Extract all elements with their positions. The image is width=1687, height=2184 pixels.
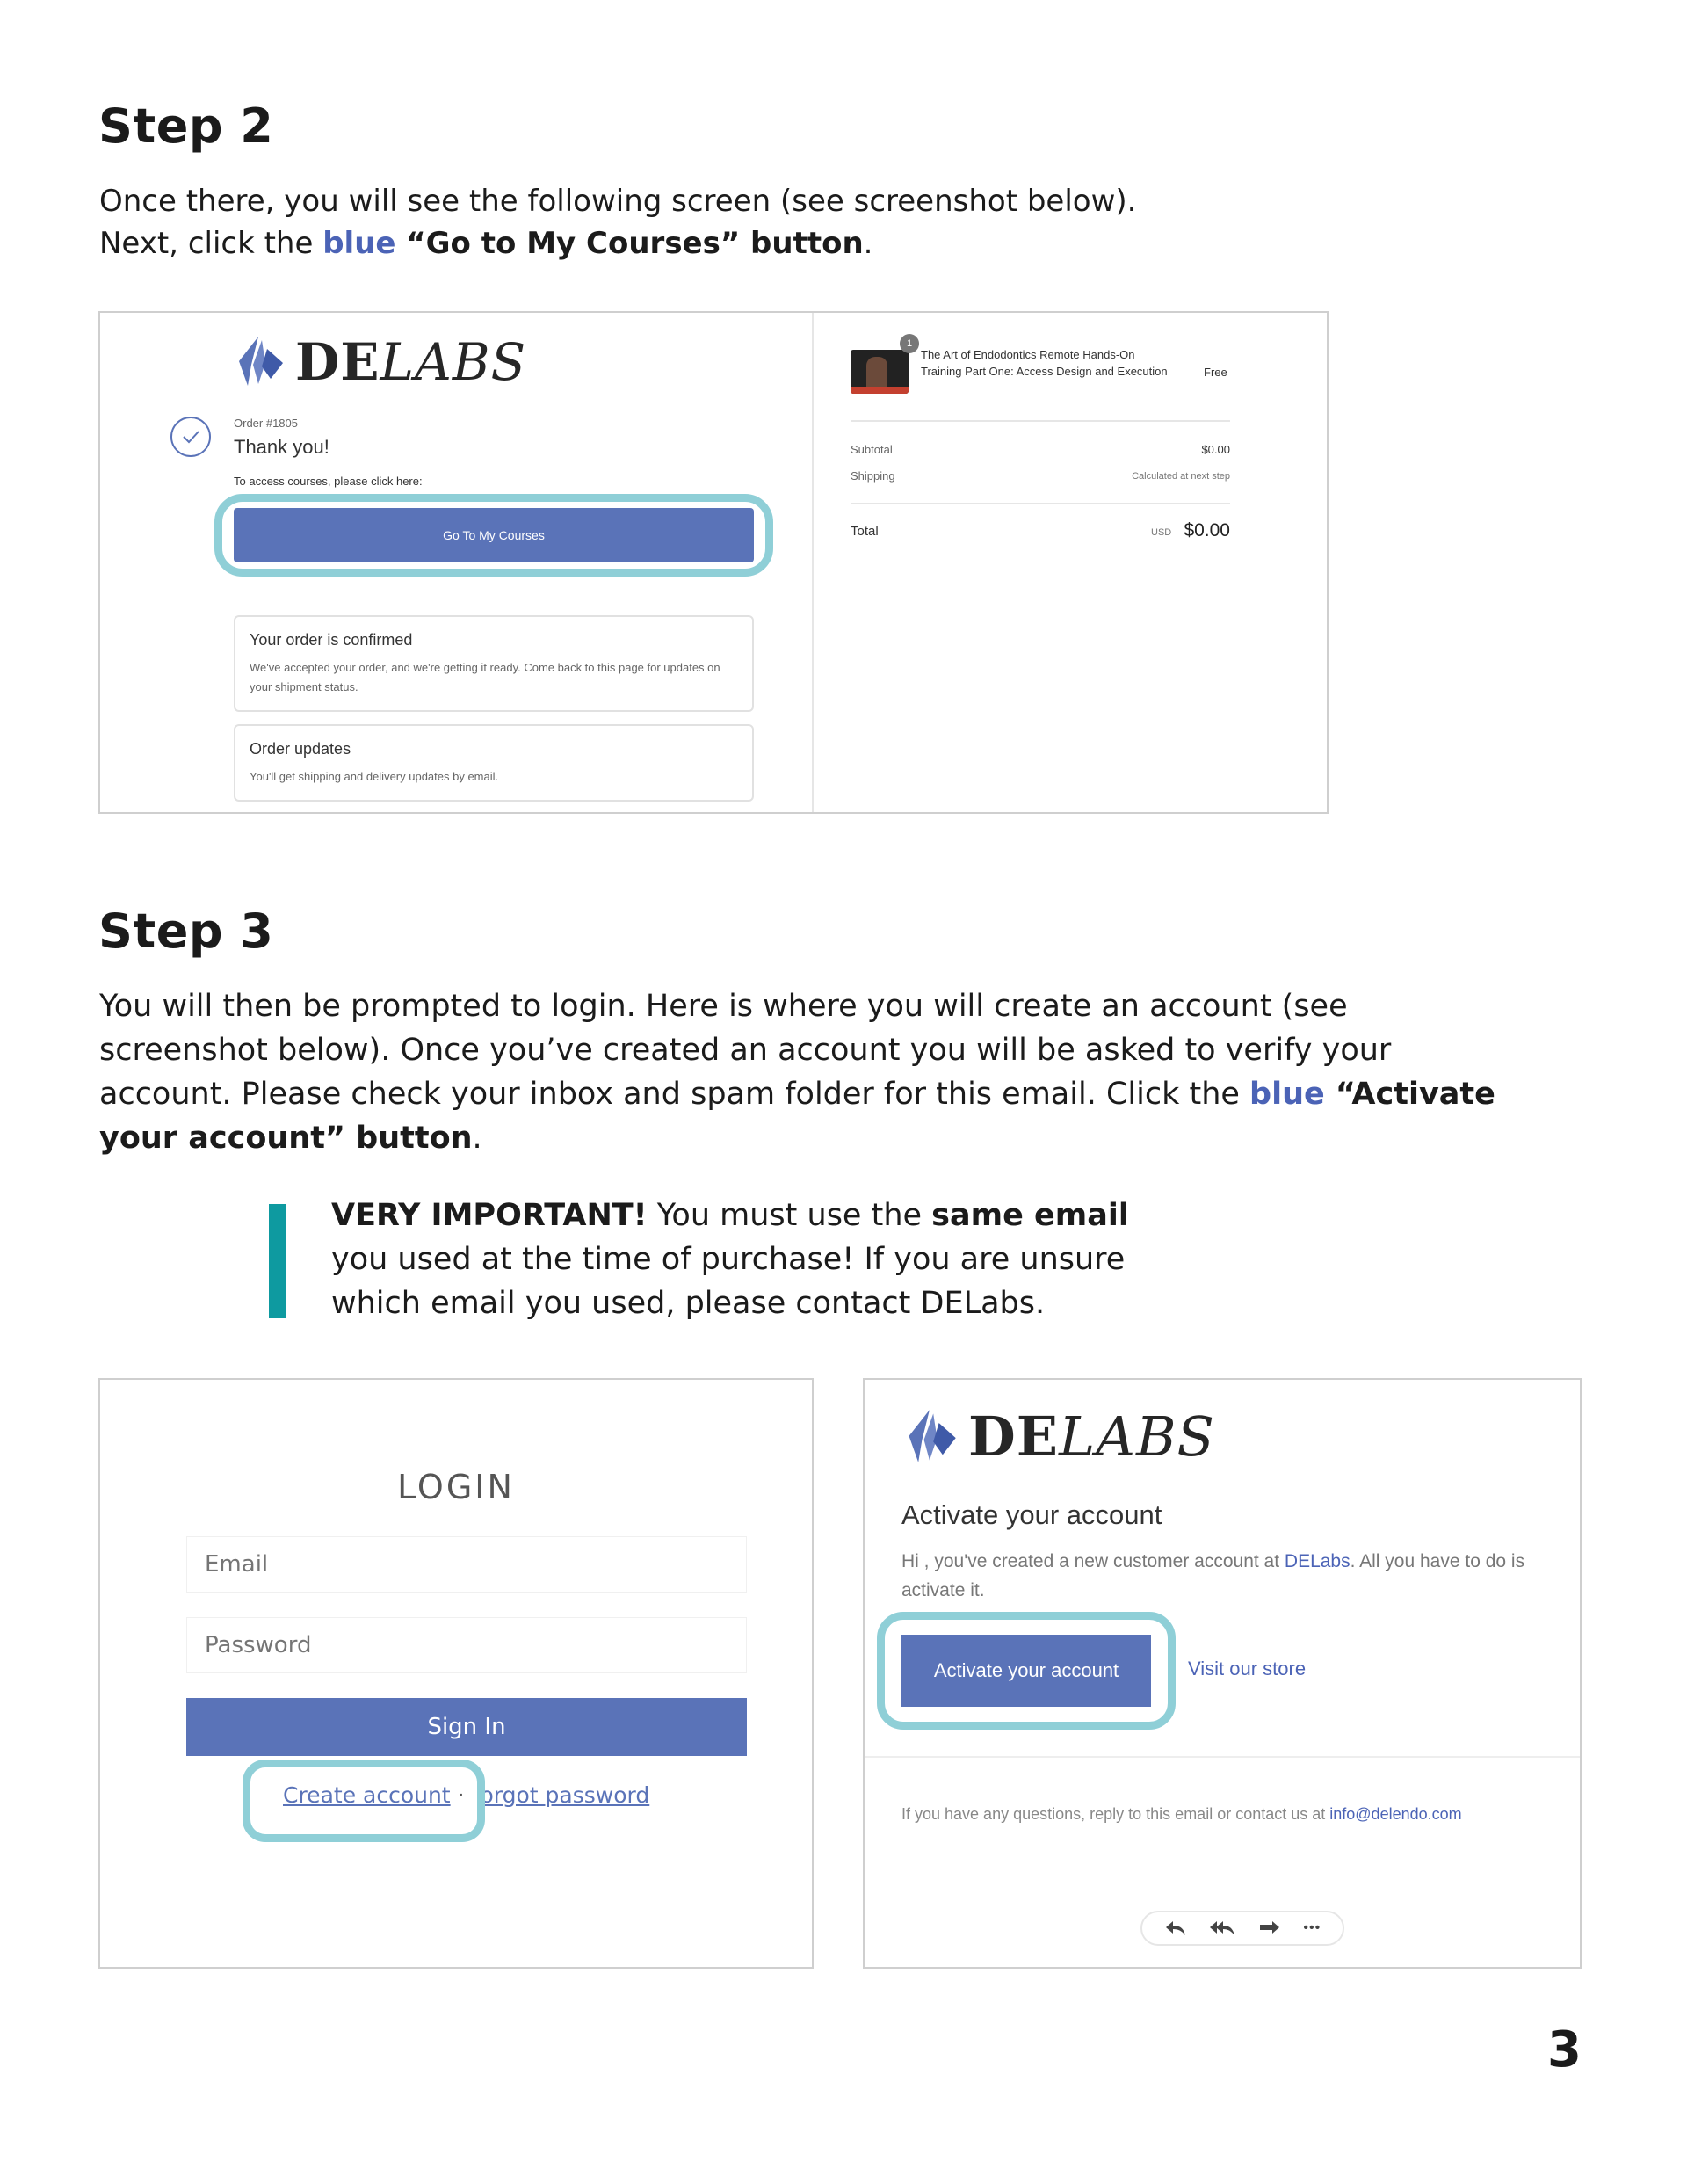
callout-line3: which email you used, please contact DELabs. bbox=[331, 1286, 1046, 1321]
email-contact-link[interactable]: info@delendo.com bbox=[1329, 1805, 1462, 1823]
step3-heading: Step 3 bbox=[98, 903, 274, 959]
item-title: The Art of Endodontics Remote Hands-On Training Part One: Access Design and Execution bbox=[921, 348, 1168, 378]
highlight-ring-activate bbox=[877, 1612, 1176, 1730]
updates-title: Order updates bbox=[250, 740, 351, 758]
step2-line2-pre: Next, click the bbox=[99, 226, 323, 261]
forward-icon[interactable] bbox=[1258, 1919, 1281, 1937]
page-number: 3 bbox=[1547, 2021, 1582, 2079]
email-body-post: . All you have to do is activate it. bbox=[901, 1551, 1525, 1600]
activation-email-screenshot bbox=[863, 1378, 1582, 1969]
delabs-logo-mark-icon bbox=[232, 335, 286, 389]
column-divider bbox=[812, 313, 814, 812]
step3-line3 bbox=[99, 1072, 1495, 1116]
shipping-label: Shipping bbox=[851, 469, 895, 483]
step2-line1: Once there, you will see the following screen (see screenshot below). bbox=[99, 184, 1137, 219]
more-icon[interactable]: ••• bbox=[1303, 1920, 1321, 1935]
step2-blue-word: blue bbox=[322, 226, 396, 261]
email-body-pre: Hi , you've created a new customer account at bbox=[901, 1551, 1285, 1571]
login-screenshot bbox=[98, 1378, 814, 1969]
email-title: Activate your account bbox=[901, 1499, 1162, 1530]
callout-text1: You must use the bbox=[647, 1198, 932, 1233]
total-currency: USD bbox=[1151, 527, 1172, 538]
callout-line2: you used at the time of purchase! If you are unsure bbox=[331, 1242, 1126, 1277]
email-logo-de: DE bbox=[968, 1404, 1060, 1469]
summary-divider-2 bbox=[851, 503, 1230, 504]
step3-line1: You will then be prompted to login. Here is where you will create an account (see bbox=[99, 989, 1348, 1024]
shipping-value: Calculated at next step bbox=[1132, 471, 1230, 482]
go-to-my-courses-button[interactable]: Go To My Courses bbox=[234, 508, 754, 562]
password-input[interactable] bbox=[186, 1617, 747, 1673]
step3-line2: screenshot below). Once you’ve created an account you will be asked to verify your bbox=[99, 1033, 1392, 1068]
order-number: Order #1805 bbox=[234, 417, 298, 430]
summary-divider-1 bbox=[851, 420, 1230, 422]
step3-blue-word: blue bbox=[1249, 1077, 1325, 1112]
visit-store-link[interactable]: Visit our store bbox=[1188, 1658, 1307, 1680]
step2-line2 bbox=[99, 222, 872, 265]
step2-heading: Step 2 bbox=[98, 98, 274, 154]
callout-bar bbox=[269, 1204, 286, 1318]
highlight-ring-go-button bbox=[214, 494, 773, 577]
subtotal-label: Subtotal bbox=[851, 443, 893, 456]
email-logo-labs: LABS bbox=[1059, 1404, 1216, 1469]
sign-in-button[interactable]: Sign In bbox=[186, 1698, 747, 1756]
logo-labs: LABS bbox=[380, 332, 527, 392]
email-logo-mark-icon bbox=[901, 1408, 959, 1466]
email-footer-pre: If you have any questions, reply to this email or contact us at bbox=[901, 1805, 1330, 1823]
email-divider bbox=[865, 1756, 1580, 1758]
activate-account-button[interactable]: Activate your account bbox=[901, 1635, 1151, 1707]
email-input[interactable] bbox=[186, 1536, 747, 1593]
updates-text: You'll get shipping and delivery updates by email. bbox=[250, 770, 499, 783]
course-thumbnail bbox=[851, 350, 909, 394]
email-footer bbox=[901, 1805, 1462, 1824]
email-action-toolbar bbox=[1140, 1911, 1344, 1946]
total-value: $0.00 bbox=[1184, 520, 1230, 541]
access-note: To access courses, please click here: bbox=[234, 475, 423, 488]
check-circle-icon bbox=[170, 417, 211, 457]
confirmed-title: Your order is confirmed bbox=[250, 631, 413, 649]
step3-line4 bbox=[99, 1116, 482, 1160]
item-qty-badge: 1 bbox=[900, 334, 919, 353]
confirmed-text: We've accepted your order, and we're getting it ready. Come back to this page for updates on your shipment status. bbox=[250, 661, 720, 693]
callout-bold-important: VERY IMPORTANT! bbox=[331, 1198, 648, 1233]
step2-line2-end: . bbox=[863, 226, 873, 261]
item-price: Free bbox=[1204, 366, 1227, 379]
email-delabs-link[interactable]: DELabs bbox=[1284, 1551, 1350, 1571]
login-title: LOGIN bbox=[397, 1468, 515, 1506]
order-updates-card bbox=[234, 724, 754, 802]
subtotal-value: $0.00 bbox=[1201, 443, 1230, 456]
step3-line3-pre: account. Please check your inbox and spam folder for this email. Click the bbox=[99, 1077, 1250, 1112]
forgot-password-link[interactable]: orgot password bbox=[480, 1782, 650, 1808]
delabs-logo bbox=[232, 332, 526, 392]
reply-all-icon[interactable] bbox=[1209, 1919, 1235, 1937]
reply-icon[interactable] bbox=[1164, 1919, 1187, 1937]
links-separator: · bbox=[457, 1782, 465, 1808]
step3-line4-end: . bbox=[472, 1121, 482, 1156]
highlight-ring-create-account bbox=[243, 1760, 485, 1842]
create-account-link[interactable]: Create account bbox=[283, 1782, 451, 1808]
email-body bbox=[901, 1547, 1543, 1605]
step3-bold-2: your account” button bbox=[99, 1121, 473, 1156]
total-label: Total bbox=[851, 524, 879, 539]
step2-bold: “Go to My Courses” button bbox=[395, 226, 864, 261]
step3-bold-1: “Activate bbox=[1324, 1077, 1495, 1112]
logo-de: DE bbox=[295, 332, 380, 392]
checkout-screenshot bbox=[98, 311, 1329, 814]
order-confirmed-card bbox=[234, 615, 754, 712]
callout-line1 bbox=[331, 1194, 1129, 1237]
email-delabs-logo bbox=[901, 1404, 1215, 1469]
callout-bold-same-email: same email bbox=[931, 1198, 1129, 1233]
thank-you: Thank you! bbox=[234, 436, 329, 458]
